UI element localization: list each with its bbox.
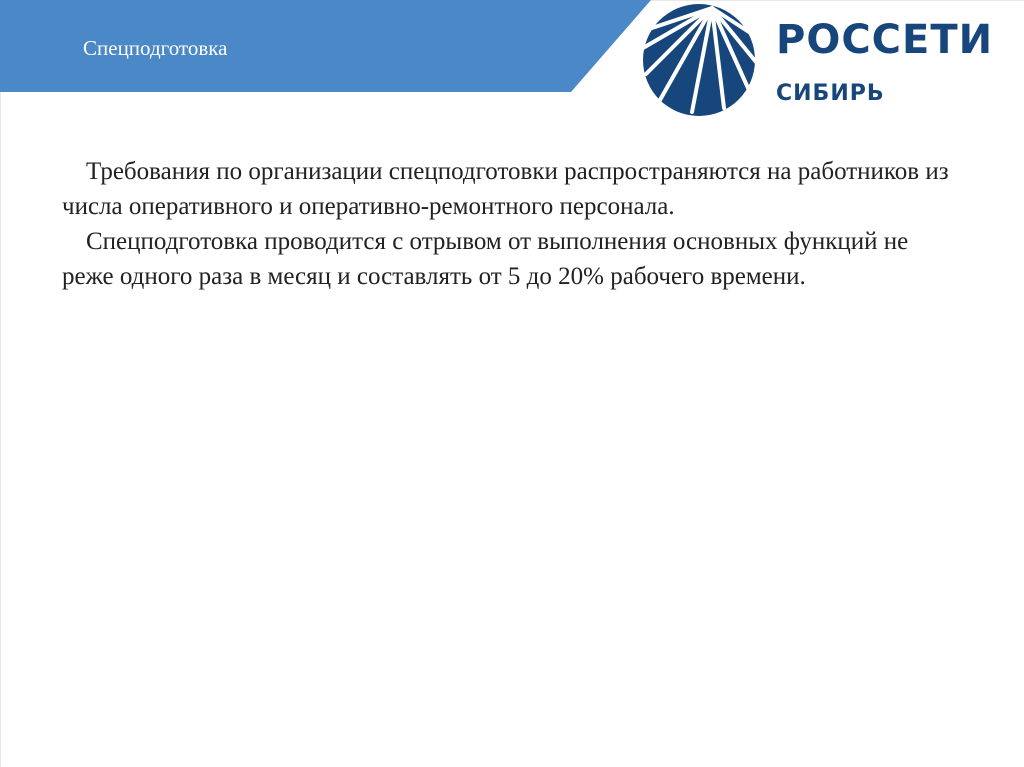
rosseti-emblem-icon xyxy=(640,4,758,116)
slide-border-left xyxy=(0,0,1,767)
paragraph-requirements: Требования по организации спецподготовки распространяются на работников из числа оперативного и оперативно-ремонтного персонала. xyxy=(62,158,949,220)
logo-wordmark-line1: РОССЕТИ xyxy=(776,17,994,63)
body-text xyxy=(62,154,962,294)
company-logo xyxy=(640,4,1020,116)
header-title: Спецподготовка xyxy=(83,36,228,60)
logo-wordmark-line2: СИБИРЬ xyxy=(776,81,885,106)
paragraph-schedule: Спецподготовка проводится с отрывом от выполнения основных функций не реже одного раза в месяц и составлять от 5 до 20% рабочего времени. xyxy=(62,228,909,290)
